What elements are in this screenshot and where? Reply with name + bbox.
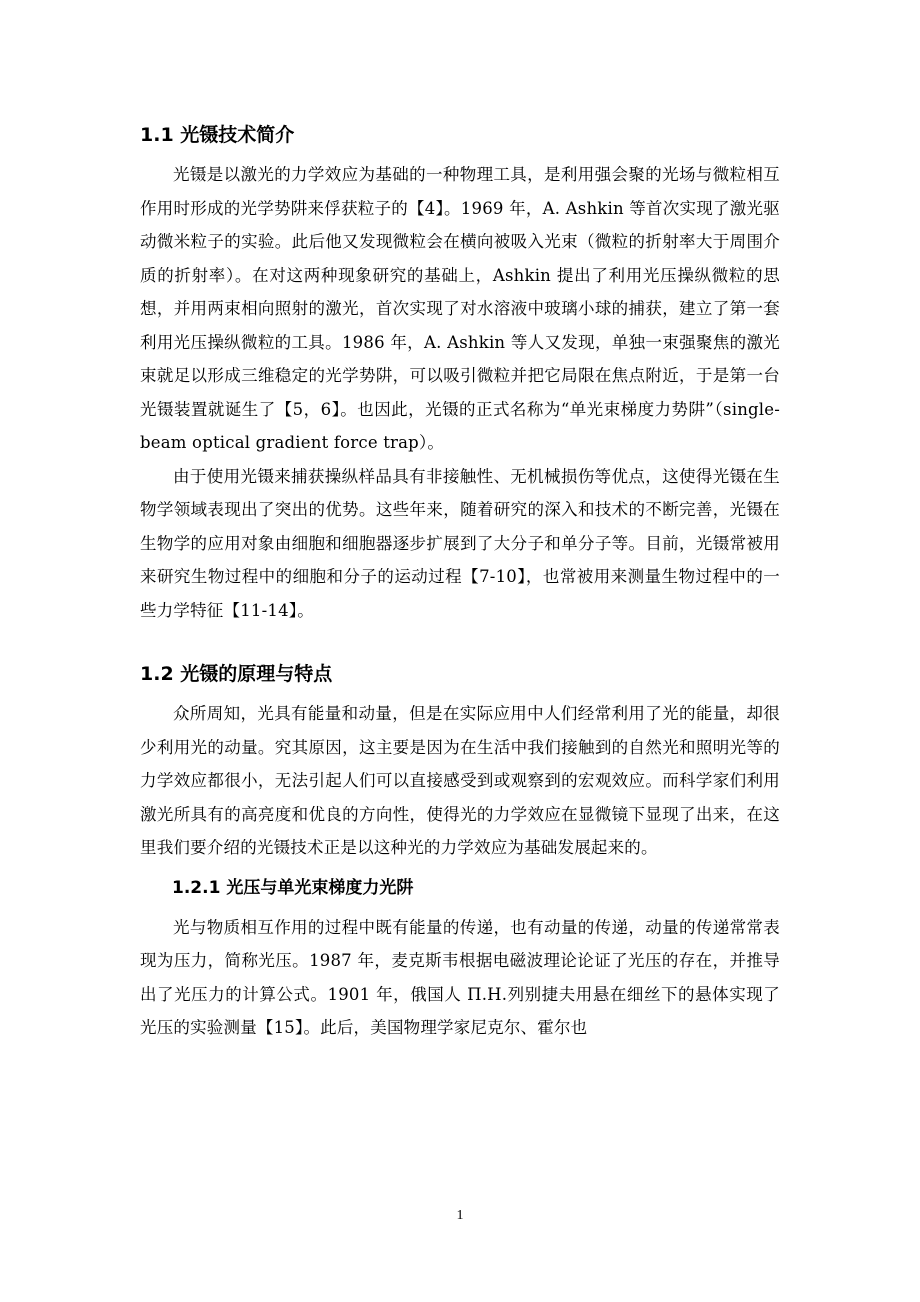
page-number: 1 xyxy=(456,1208,464,1223)
paragraph-light-momentum: 众所周知，光具有能量和动量，但是在实际应用中人们经常利用了光的能量，却很少利用光的动量。究其原因，这主要是因为在生活中我们接触到的自然光和照明光等的力学效应都很小，无法引起人们可以直接感受到或观察到的宏观效应。而科学家们利用激光所具有的高亮度和优良的方向性，使得光的力学效应在显微镜下显现了出来，在这里我们要介绍的光镊技术正是以这种光的力学效应为基础发展起来的。 xyxy=(140,704,780,857)
section-heading-1-1: 1.1 光镊技术简介 xyxy=(140,124,295,146)
paragraph-light-pressure: 光与物质相互作用的过程中既有能量的传递，也有动量的传递，动量的传递常常表现为压力，简称光压。1987 年，麦克斯韦根据电磁波理论论证了光压的存在，并推导出了光压力的计算公式。1901 年，俄国人 П.Н.列别捷夫用悬在细丝下的悬体实现了光压的实验测量【15】。此后，美国物理学家尼克尔、霍尔也 xyxy=(140,917,780,1037)
section-heading-1-2: 1.2 光镊的原理与特点 xyxy=(140,663,333,685)
subsection-heading-1-2-1: 1.2.1 光压与单光束梯度力光阱 xyxy=(172,877,414,898)
paragraph-biology-applications: 由于使用光镊来捕获操纵样品具有非接触性、无机械损伤等优点，这使得光镊在生物学领域表现出了突出的优势。这些年来，随着研究的深入和技术的不断完善，光镊在生物学的应用对象由细胞和细胞器逐步扩展到了大分子和单分子等。目前，光镊常被用来研究生物过程中的细胞和分子的运动过程【7-10】，也常被用来测量生物过程中的一些力学特征【11-14】。 xyxy=(140,466,780,620)
page-body xyxy=(140,118,780,1045)
paragraph-optical-tweezers-intro: 光镊是以激光的力学效应为基础的一种物理工具，是利用强会聚的光场与微粒相互作用时形成的光学势阱来俘获粒子的【4】。1969 年，A. Ashkin 等首次实现了激光驱动微米粒子的实验。此后他又发现微粒会在横向被吸入光束（微粒的折射率大于周围介质的折射率）。在对这两种现象研究的基础上，Ashkin 提出了利用光压操纵微粒的思想，并用两束相向照射的激光，首次实现了对水溶液中玻璃小球的捕获，建立了第一套利用光压操纵微粒的工具。1986 年，A. Ashkin 等人又发现，单独一束强聚焦的激光束就足以形成三维稳定的光学势阱，可以吸引微粒并把它局限在焦点附近，于是第一台光镊装置就诞生了【5，6】。也因此，光镊的正式名称为“单光束梯度力势阱”（single-beam optical gradient force trap）。 xyxy=(140,165,780,452)
